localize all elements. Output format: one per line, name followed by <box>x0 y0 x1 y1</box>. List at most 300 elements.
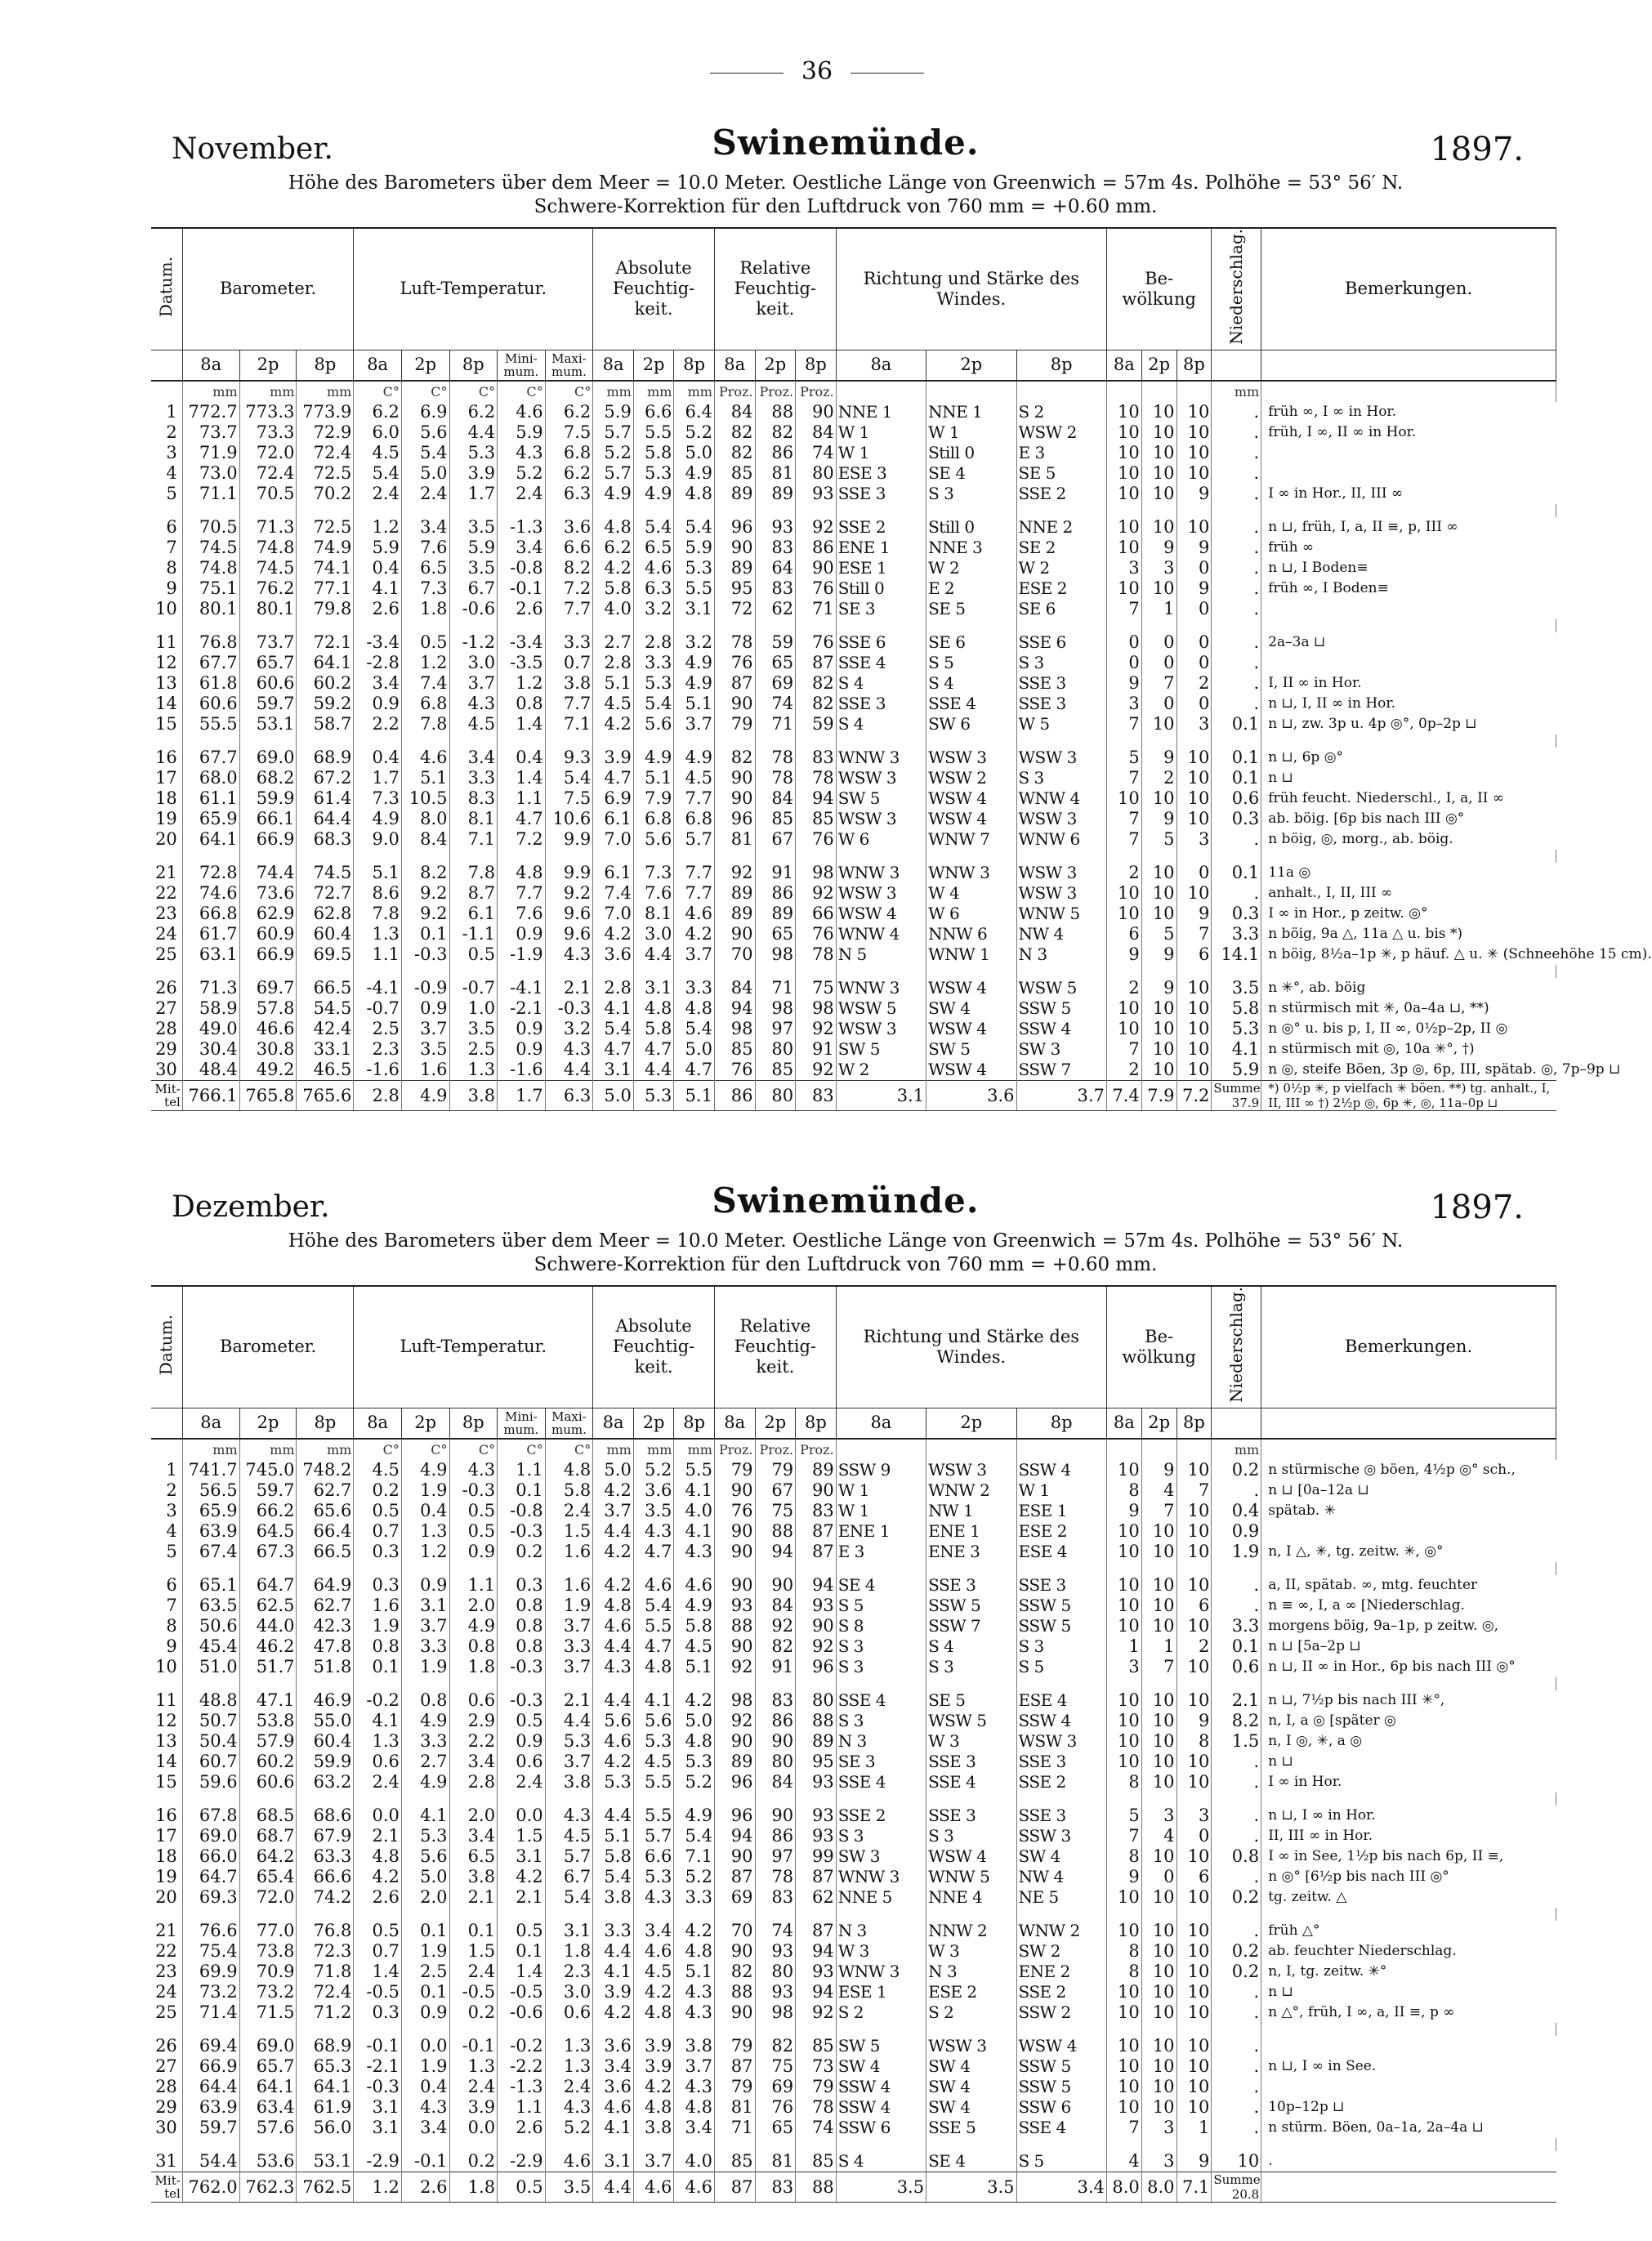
wind-cell: SSW 5 <box>1016 2056 1106 2077</box>
wind-cell: NW 4 <box>1016 1867 1106 1887</box>
value-cell: 1.3 <box>449 2056 498 2077</box>
value-cell: 3.7 <box>593 1501 634 1521</box>
subheader-t8: 8a <box>354 1408 402 1439</box>
value-cell: 0.3 <box>354 1542 402 1562</box>
value-cell: 46.5 <box>297 1060 354 1081</box>
value-cell: 10 <box>1141 1060 1176 1081</box>
value-cell: 64.9 <box>297 1575 354 1596</box>
value-cell: 5.3 <box>633 673 674 694</box>
value-cell: 0.1 <box>498 1480 546 1501</box>
value-cell: 10 <box>1176 788 1212 809</box>
subheader-mini: Mini-mum. <box>498 350 546 381</box>
value-cell: 66.2 <box>239 1501 297 1521</box>
value-cell: 1.9 <box>401 1941 449 1962</box>
value-cell: 74.5 <box>239 558 297 578</box>
value-cell: -0.3 <box>401 944 449 965</box>
wind-cell: WSW 3 <box>1016 863 1106 883</box>
value-cell: 80.1 <box>239 599 297 619</box>
value-cell: 10 <box>1141 714 1176 734</box>
value-cell: 3.3 <box>545 632 593 653</box>
value-cell: 0.6 <box>354 1752 402 1772</box>
value-cell: 5 <box>1141 924 1176 944</box>
remark-cell: n ⊔, 6p ◎° <box>1268 748 1344 766</box>
value-cell: 8.1 <box>633 904 674 924</box>
value-cell: 89 <box>714 558 755 578</box>
header-bem: Bemerkungen. <box>1261 228 1556 350</box>
value-cell: . <box>1212 1826 1261 1846</box>
value-cell: . <box>1212 1921 1261 1941</box>
value-cell: 50.7 <box>182 1711 239 1731</box>
value-cell: 94 <box>796 1982 837 2002</box>
table-row <box>151 1460 1556 1480</box>
day-number: 10 <box>151 599 182 619</box>
value-cell: . <box>1212 422 1261 443</box>
value-cell: 0 <box>1106 632 1141 653</box>
table-row <box>151 788 1556 809</box>
wind-cell: WSW 3 <box>926 748 1016 768</box>
value-cell: 3.1 <box>545 1921 593 1941</box>
wind-cell: ESE 1 <box>836 1982 926 2002</box>
table-row <box>151 1806 1556 1826</box>
mean-value: 4.6 <box>633 2172 674 2202</box>
value-cell: 65.6 <box>297 1501 354 1521</box>
value-cell: 98 <box>796 998 837 1019</box>
value-cell: 75 <box>796 978 837 998</box>
value-cell: 72.4 <box>297 1982 354 2002</box>
year-title: 1897. <box>1430 131 1524 168</box>
value-cell: 92 <box>796 1636 837 1657</box>
value-cell: -0.1 <box>449 2036 498 2056</box>
value-cell: 30.4 <box>182 1039 239 1060</box>
value-cell: 93 <box>796 1962 837 1982</box>
wind-cell: SSW 4 <box>1016 1711 1106 1731</box>
value-cell: 72.5 <box>297 517 354 538</box>
value-cell: 10.6 <box>545 809 593 829</box>
value-cell: 6 <box>1176 1596 1212 1616</box>
value-cell: 85 <box>714 2151 755 2172</box>
value-cell: 9.2 <box>401 883 449 904</box>
table-row <box>151 714 1556 734</box>
value-cell: 89 <box>714 1752 755 1772</box>
unit-label: mm <box>593 1439 634 1460</box>
value-cell: 10 <box>1141 1575 1176 1596</box>
wind-cell: SSW 5 <box>1016 1596 1106 1616</box>
value-cell: 4.2 <box>498 1867 546 1887</box>
value-cell: 2.0 <box>401 1887 449 1908</box>
value-cell: 71 <box>796 599 837 619</box>
value-cell: 76.8 <box>297 1921 354 1941</box>
value-cell: 61.4 <box>297 788 354 809</box>
remark-cell: n, I, a ◎ [später ◎ <box>1268 1712 1396 1729</box>
value-cell: -0.2 <box>498 2036 546 2056</box>
value-cell: 0.1 <box>1212 1636 1261 1657</box>
wind-cell: NE 5 <box>1016 1887 1106 1908</box>
value-cell: 3 <box>1141 2151 1176 2172</box>
value-cell: 4.5 <box>354 443 402 463</box>
value-cell: . <box>1212 1575 1261 1596</box>
value-cell: 6.6 <box>633 1846 674 1867</box>
value-cell: 66.4 <box>297 1521 354 1542</box>
value-cell: 68.9 <box>297 748 354 768</box>
value-cell: 3.0 <box>449 653 498 673</box>
value-cell: 0.7 <box>354 1521 402 1542</box>
value-cell: 54.4 <box>182 2151 239 2172</box>
value-cell: -0.9 <box>401 978 449 998</box>
subheader-t8p: 8p <box>449 350 498 381</box>
value-cell: 4.9 <box>674 1806 715 1826</box>
value-cell: 65.9 <box>182 1501 239 1521</box>
value-cell: 78 <box>755 748 796 768</box>
value-cell: 87 <box>796 653 837 673</box>
value-cell: . <box>1212 463 1261 484</box>
unit-label: mm <box>239 1439 297 1460</box>
value-cell: 82 <box>755 422 796 443</box>
value-cell: . <box>1212 2002 1261 2023</box>
mean-value: 762.3 <box>239 2172 297 2202</box>
table-row <box>151 863 1556 883</box>
subheader-t8p: 8p <box>297 350 354 381</box>
subheader-t2: 2p <box>755 350 796 381</box>
value-cell: . <box>1212 829 1261 850</box>
value-cell: 2.1 <box>449 1887 498 1908</box>
wind-cell: SW 4 <box>926 2077 1016 2097</box>
wind-cell: WNW 5 <box>926 1867 1016 1887</box>
value-cell: 2.5 <box>354 1019 402 1039</box>
wind-cell: W 3 <box>926 1941 1016 1962</box>
value-cell: 1.8 <box>545 1941 593 1962</box>
value-cell: 0.2 <box>354 1480 402 1501</box>
wind-cell: E 3 <box>836 1542 926 1562</box>
value-cell: 3.1 <box>354 2097 402 2118</box>
value-cell: 90 <box>714 1480 755 1501</box>
value-cell: 0 <box>1141 653 1176 673</box>
value-cell: 67.9 <box>297 1826 354 1846</box>
value-cell: 4.9 <box>633 484 674 504</box>
subheader-empty <box>1212 350 1261 381</box>
value-cell: 4.2 <box>674 1690 715 1711</box>
table-row <box>151 998 1556 1019</box>
wind-cell: WSW 3 <box>1016 809 1106 829</box>
table-row <box>151 1982 1556 2002</box>
value-cell: 4.3 <box>633 1887 674 1908</box>
wind-cell: SSE 4 <box>926 1772 1016 1792</box>
value-cell: 3.3 <box>1212 1616 1261 1636</box>
mean-value: 765.6 <box>297 1080 354 1110</box>
mean-value: 80 <box>755 1080 796 1110</box>
value-cell: 0.4 <box>354 558 402 578</box>
value-cell: 95 <box>714 578 755 599</box>
value-cell: 8 <box>1106 1846 1141 1867</box>
value-cell: 10 <box>1106 1690 1141 1711</box>
value-cell: 98 <box>755 944 796 965</box>
table-row <box>151 463 1556 484</box>
wind-cell: SSE 2 <box>1016 1982 1106 2002</box>
value-cell: 3.1 <box>498 1846 546 1867</box>
value-cell: 5.1 <box>354 863 402 883</box>
value-cell: 65.1 <box>182 1575 239 1596</box>
value-cell: . <box>1212 402 1261 422</box>
wind-cell: WSW 4 <box>926 788 1016 809</box>
wind-cell: WNW 1 <box>926 944 1016 965</box>
value-cell: 4.9 <box>401 1711 449 1731</box>
value-cell: 10 <box>1141 1711 1176 1731</box>
value-cell: 82 <box>714 1962 755 1982</box>
value-cell: 9 <box>1106 944 1141 965</box>
value-cell: 5.1 <box>674 1657 715 1677</box>
value-cell: 2 <box>1176 673 1212 694</box>
value-cell: 4.7 <box>674 1060 715 1081</box>
wind-cell: SE 6 <box>1016 599 1106 619</box>
value-cell: . <box>1212 1867 1261 1887</box>
value-cell: 66.6 <box>297 1867 354 1887</box>
value-cell: 92 <box>796 517 837 538</box>
value-cell: 8.1 <box>449 809 498 829</box>
table-row <box>151 2097 1556 2118</box>
table-row <box>151 829 1556 850</box>
value-cell: 64.1 <box>182 829 239 850</box>
value-cell: -2.2 <box>498 2056 546 2077</box>
wind-cell: WSW 3 <box>926 1460 1016 1480</box>
value-cell: 3 <box>1141 2118 1176 2138</box>
mean-value: Summe 37.9 <box>1212 1080 1261 1110</box>
value-cell: 10 <box>1176 978 1212 998</box>
value-cell: 3.3 <box>401 1731 449 1752</box>
value-cell: 71 <box>755 978 796 998</box>
value-cell: 90 <box>714 1542 755 1562</box>
value-cell: . <box>1212 632 1261 653</box>
wind-cell: S 8 <box>836 1616 926 1636</box>
value-cell: 4.6 <box>593 1616 634 1636</box>
value-cell: 1.9 <box>401 2056 449 2077</box>
unit-label <box>1176 381 1212 402</box>
wind-cell: SE 5 <box>926 599 1016 619</box>
wind-cell: WNW 4 <box>1016 788 1106 809</box>
value-cell: 0.2 <box>449 2002 498 2023</box>
value-cell: 57.9 <box>239 1731 297 1752</box>
value-cell: 85 <box>796 2151 837 2172</box>
subheader-empty <box>151 350 182 381</box>
value-cell: 68.3 <box>297 829 354 850</box>
value-cell: 4.3 <box>674 1542 715 1562</box>
value-cell: 4.5 <box>354 1460 402 1480</box>
value-cell: 3.5 <box>401 1039 449 1060</box>
value-cell: -1.6 <box>354 1060 402 1081</box>
value-cell: 7 <box>1106 768 1141 788</box>
value-cell: 3.9 <box>449 2097 498 2118</box>
value-cell: 98 <box>796 863 837 883</box>
value-cell: 3.3 <box>633 653 674 673</box>
value-cell: 10 <box>1141 1596 1176 1616</box>
value-cell: 3.2 <box>545 1019 593 1039</box>
value-cell: 75 <box>755 2056 796 2077</box>
value-cell: 94 <box>714 998 755 1019</box>
value-cell: 78 <box>796 2097 837 2118</box>
subheader-t2: 2p <box>755 1408 796 1439</box>
value-cell: 50.6 <box>182 1616 239 1636</box>
table-row <box>151 2118 1556 2138</box>
value-cell: 7.7 <box>674 883 715 904</box>
wind-cell: WSW 5 <box>1016 978 1106 998</box>
day-number: 16 <box>151 748 182 768</box>
value-cell: 4.2 <box>593 1542 634 1562</box>
wind-cell: S 2 <box>1016 402 1106 422</box>
remark-cell: morgens böig, 9a–1p, p zeitw. ◎, <box>1268 1617 1499 1634</box>
value-cell: 97 <box>755 1846 796 1867</box>
wind-cell: SW 5 <box>836 788 926 809</box>
wind-cell: S 3 <box>836 1826 926 1846</box>
value-cell: 0.0 <box>498 1806 546 1826</box>
value-cell: 2.9 <box>449 1711 498 1731</box>
wind-cell: WSW 2 <box>926 768 1016 788</box>
value-cell: 98 <box>755 998 796 1019</box>
value-cell: 3.7 <box>545 1616 593 1636</box>
value-cell: 4.6 <box>593 1731 634 1752</box>
day-number: 8 <box>151 1616 182 1636</box>
value-cell: 2.3 <box>354 1039 402 1060</box>
value-cell: 3.4 <box>449 1826 498 1846</box>
value-cell: 64.7 <box>182 1867 239 1887</box>
table-row <box>151 1867 1556 1887</box>
wind-cell: S 4 <box>926 673 1016 694</box>
value-cell: 3.9 <box>633 2036 674 2056</box>
value-cell: 10 <box>1176 748 1212 768</box>
value-cell: 10 <box>1141 1616 1176 1636</box>
wind-cell: S 3 <box>926 484 1016 504</box>
value-cell: 83 <box>796 748 837 768</box>
wind-cell: SSE 4 <box>1016 2118 1106 2138</box>
remark-cell <box>1261 463 1556 484</box>
value-cell: 60.6 <box>182 694 239 714</box>
november-table <box>151 227 1652 1111</box>
value-cell: -4.1 <box>498 978 546 998</box>
remark-cell: n ◎, steife Böen, 3p ◎, 6p, III, spätab. ◎, 7p–9p ⊔ <box>1268 1060 1621 1078</box>
value-cell: -0.3 <box>354 2077 402 2097</box>
subheader-t8: 8a <box>593 350 634 381</box>
day-number: 13 <box>151 673 182 694</box>
value-cell: 69.7 <box>239 978 297 998</box>
remark-cell <box>1261 1521 1556 1542</box>
day-number: 18 <box>151 1846 182 1867</box>
wind-cell: ESE 2 <box>1016 578 1106 599</box>
gravity-correction: Schwere-Korrektion für den Luftdruck von 760 mm = +0.60 mm. <box>534 196 1158 217</box>
value-cell: 79 <box>714 2036 755 2056</box>
remark-cell: früh ∞, I Boden≡ <box>1268 579 1389 596</box>
day-number: 20 <box>151 829 182 850</box>
wind-cell: W 1 <box>836 1501 926 1521</box>
value-cell: 79 <box>796 2077 837 2097</box>
value-cell: 2.1 <box>498 1887 546 1908</box>
value-cell: 59.6 <box>182 1772 239 1792</box>
value-cell: 93 <box>796 1826 837 1846</box>
value-cell: -1.1 <box>449 924 498 944</box>
value-cell: 8 <box>1106 1480 1141 1501</box>
value-cell: 46.6 <box>239 1019 297 1039</box>
value-cell: 4.3 <box>401 2097 449 2118</box>
value-cell: 66.5 <box>297 978 354 998</box>
value-cell: 56.5 <box>182 1480 239 1501</box>
value-cell: 4.4 <box>593 1806 634 1826</box>
wind-cell: ESE 3 <box>836 463 926 484</box>
table-row <box>151 1887 1556 1908</box>
value-cell: 66.1 <box>239 809 297 829</box>
value-cell: 10 <box>1176 1752 1212 1772</box>
value-cell: 2.4 <box>401 484 449 504</box>
table-row <box>151 2056 1556 2077</box>
wind-cell: ENE 1 <box>836 1521 926 1542</box>
month-title: Dezember. <box>172 1190 330 1224</box>
value-cell: 6.7 <box>449 578 498 599</box>
value-cell: 0.9 <box>498 1039 546 1060</box>
remark-cell: n ✳°, ab. böig <box>1268 979 1366 996</box>
value-cell: 86 <box>755 883 796 904</box>
value-cell: 48.8 <box>182 1690 239 1711</box>
value-cell: 44.0 <box>239 1616 297 1636</box>
value-cell: 3.8 <box>545 673 593 694</box>
table-row <box>151 422 1556 443</box>
wind-cell: W 2 <box>926 558 1016 578</box>
value-cell: 4.8 <box>593 517 634 538</box>
wind-cell: SE 4 <box>926 2151 1016 2172</box>
remark-cell: n, I, tg. zeitw. ✳° <box>1268 1962 1387 1980</box>
value-cell: 90 <box>755 1731 796 1752</box>
value-cell: 10 <box>1176 422 1212 443</box>
subheader-t8: 8a <box>593 1408 634 1439</box>
value-cell: 3 <box>1106 1657 1141 1677</box>
value-cell: 4.2 <box>674 924 715 944</box>
value-cell: 1.6 <box>545 1575 593 1596</box>
value-cell: 87 <box>796 1521 837 1542</box>
value-cell: 4.7 <box>593 768 634 788</box>
gravity-correction: Schwere-Korrektion für den Luftdruck von 760 mm = +0.60 mm. <box>534 1254 1158 1275</box>
value-cell: 0.3 <box>1212 904 1261 924</box>
unit-label: C° <box>354 381 402 402</box>
value-cell: 72.4 <box>239 463 297 484</box>
value-cell: 3.4 <box>449 748 498 768</box>
wind-cell: SSE 4 <box>926 694 1016 714</box>
value-cell: 59.2 <box>297 694 354 714</box>
value-cell: 10 <box>1176 768 1212 788</box>
value-cell: 76.6 <box>182 1921 239 1941</box>
value-cell: 74.2 <box>297 1887 354 1908</box>
wind-cell: WSW 2 <box>1016 422 1106 443</box>
value-cell: 7 <box>1106 1826 1141 1846</box>
value-cell: 89 <box>714 883 755 904</box>
wind-cell: S 3 <box>836 1636 926 1657</box>
value-cell: 93 <box>796 1772 837 1792</box>
value-cell: 77.0 <box>239 1921 297 1941</box>
value-cell: 4.6 <box>633 1575 674 1596</box>
value-cell: 71.1 <box>182 484 239 504</box>
value-cell: 76 <box>714 653 755 673</box>
day-number: 7 <box>151 1596 182 1616</box>
header-nied: Niederschlag. <box>1212 1286 1261 1408</box>
wind-cell: W 1 <box>836 422 926 443</box>
value-cell: 4.3 <box>545 944 593 965</box>
value-cell: 92 <box>714 1657 755 1677</box>
day-number: 25 <box>151 2002 182 2023</box>
value-cell: 4.2 <box>354 1867 402 1887</box>
value-cell: 45.4 <box>182 1636 239 1657</box>
wind-cell: SE 4 <box>836 1575 926 1596</box>
value-cell: 4.6 <box>633 1941 674 1962</box>
value-cell: 10 <box>1106 1731 1141 1752</box>
table-row <box>151 1826 1556 1846</box>
value-cell: . <box>1212 599 1261 619</box>
value-cell: 8 <box>1106 1962 1141 1982</box>
value-cell: 10 <box>1141 2002 1176 2023</box>
wind-cell: S 4 <box>836 714 926 734</box>
value-cell: -0.7 <box>449 978 498 998</box>
